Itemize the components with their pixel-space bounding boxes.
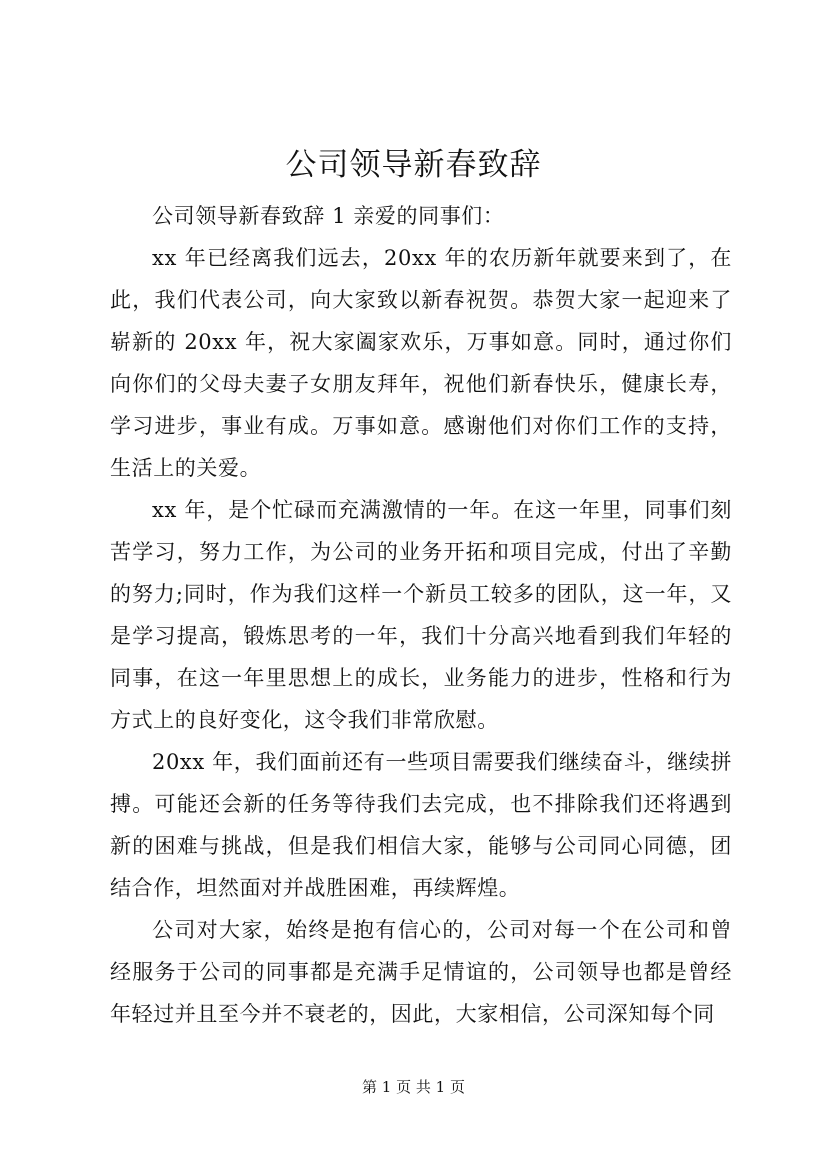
document-body [110,195,732,1035]
document-title: 公司领导新春致辞 [285,147,542,183]
paragraph-future-challenges: 20xx 年，我们面前还有一些项目需要我们继续奋斗，继续拼搏。可能还会新的任务等待我们去完成，也不排除我们还将遇到新的困难与挑战，但是我们相信大家，能够与公司同心同德，团结合作，坦然面对并战胜困难，再续辉煌。 [110,750,732,900]
paragraph-company-confidence: 公司对大家，始终是抱有信心的，公司对每一个在公司和曾经服务于公司的同事都是充满手足情谊的，公司领导也都是曾经年轻过并且至今并不衰老的，因此，大家相信，公司深知每个同 [110,918,732,1026]
paragraph-new-year-wishes: xx 年已经离我们远去，20xx 年的农历新年就要来到了，在此，我们代表公司，向大家致以新春祝贺。恭贺大家一起迎来了崭新的 20xx 年，祝大家阖家欢乐，万事如意。同时，通过你们向你们的父母夫妻子女朋友拜年，祝他们新春快乐，健康长寿，学习进步，事业有成。万事如意。感谢他们对你们工作的支持，生活上的关爱。 [110,246,732,480]
page-number-footer: 第 1 页 共 1 页 [362,1078,465,1096]
paragraph-greeting: 公司领导新春致辞 1 亲爱的同事们： [152,204,505,228]
paragraph-year-review: xx 年，是个忙碌而充满激情的一年。在这一年里，同事们刻苦学习，努力工作，为公司的业务开拓和项目完成，付出了辛勤的努力;同时，作为我们这样一个新员工较多的团队，这一年，又是学习提高，锻炼思考的一年，我们十分高兴地看到我们年轻的同事，在这一年里思想上的成长，业务能力的进步，性格和行为方式上的良好变化，这令我们非常欣慰。 [110,498,732,732]
